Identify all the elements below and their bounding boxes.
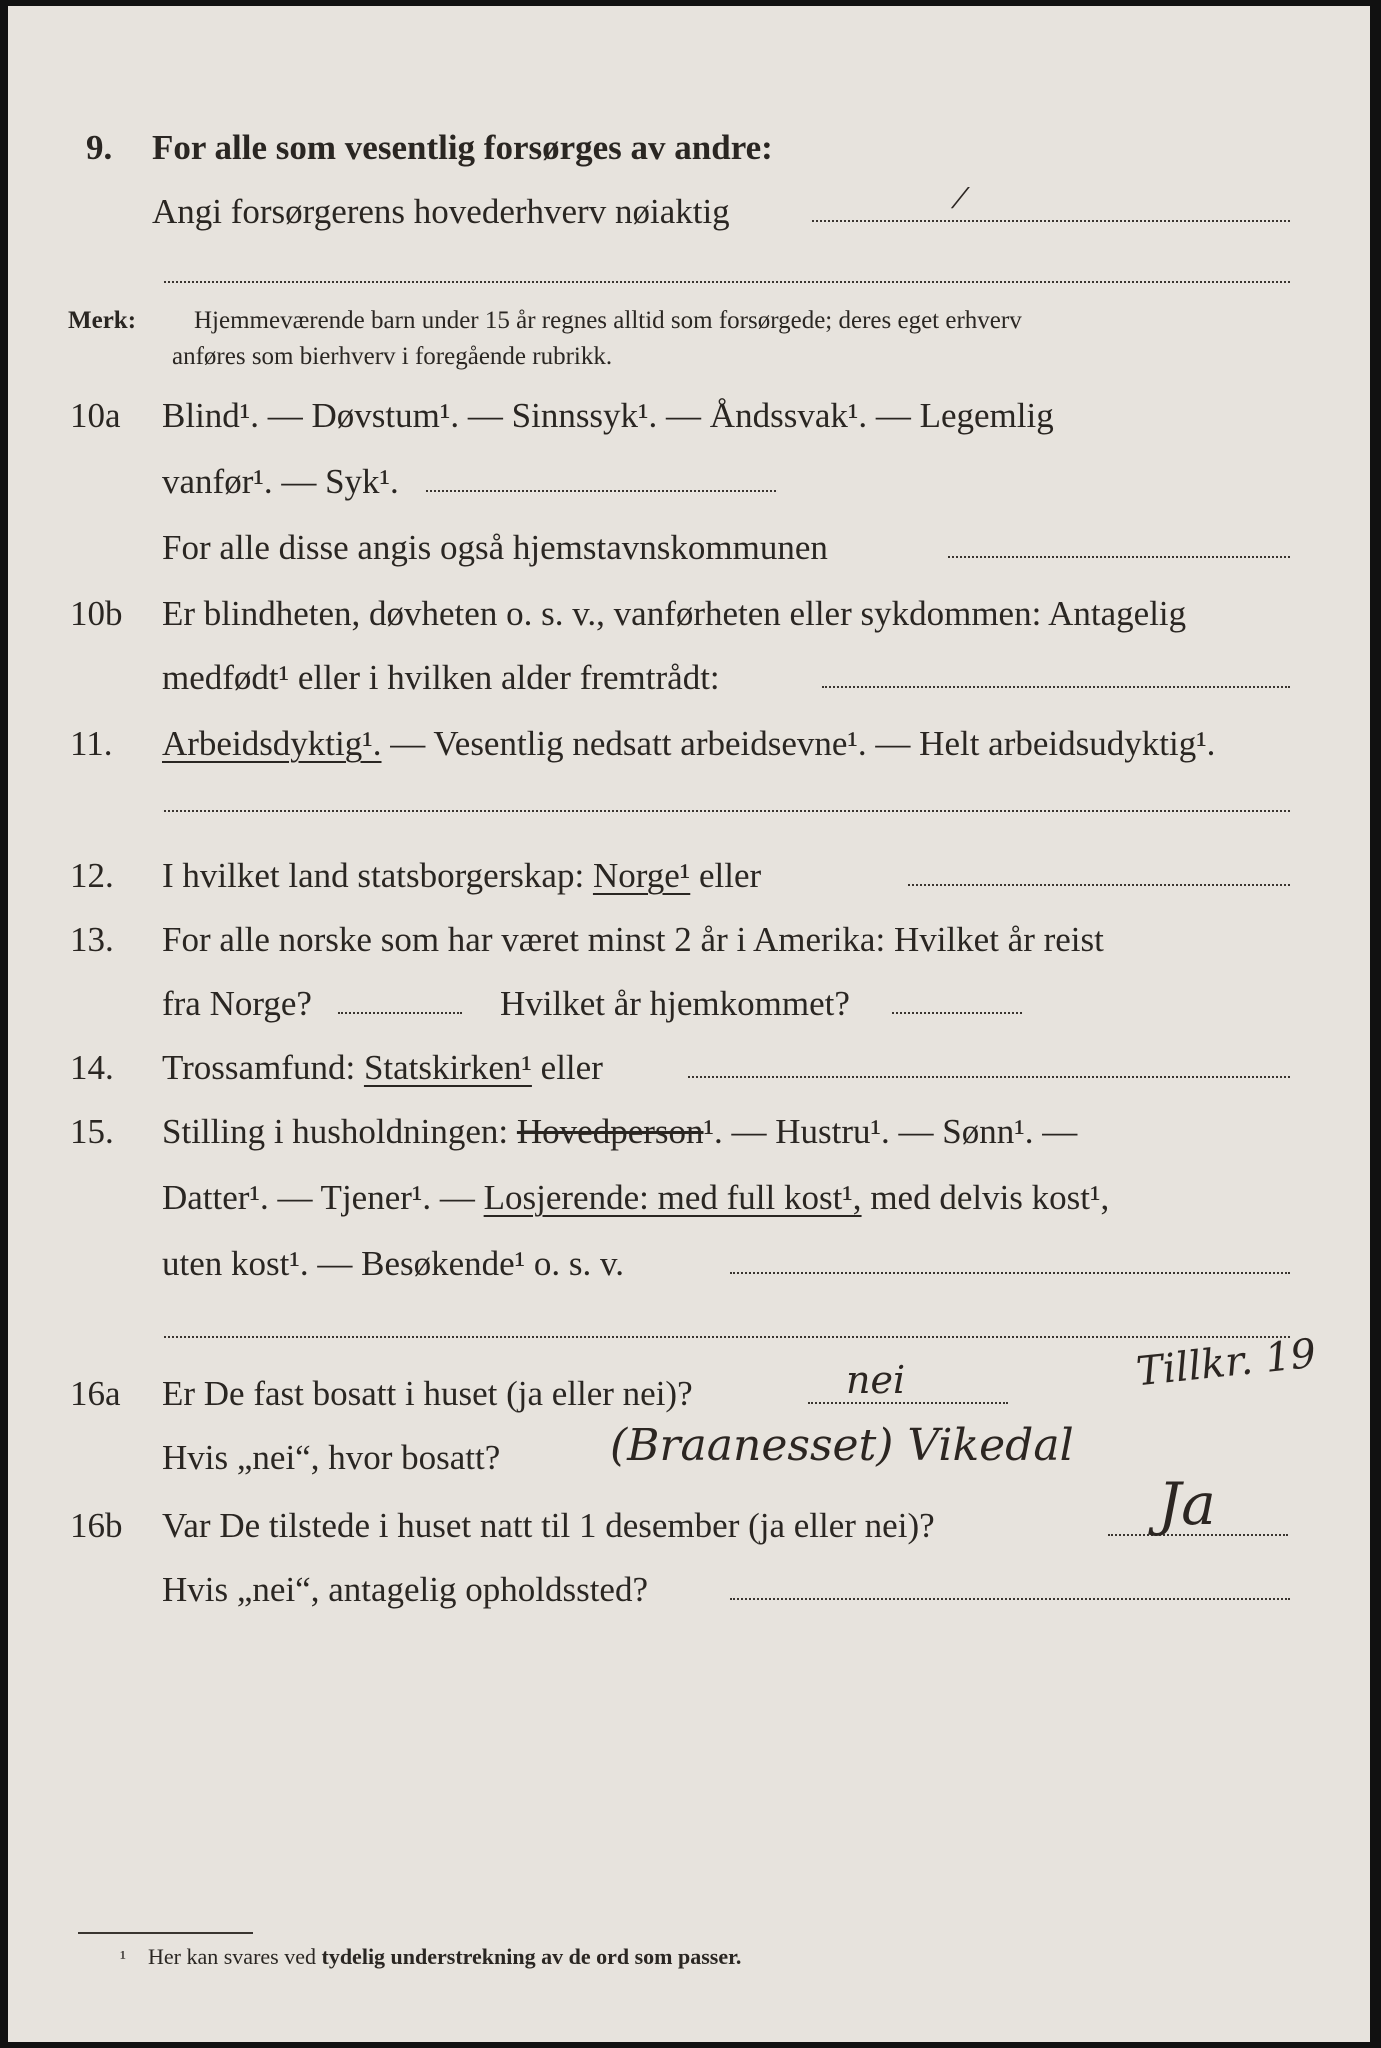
q14-prompt: Trossamfund: Statskirken¹ eller — [162, 1048, 603, 1087]
q16b-where-line — [730, 1598, 1290, 1600]
footnote-divider — [78, 1932, 253, 1934]
q9-number: 9. — [86, 128, 113, 167]
q15-struck-option: Hovedperson — [516, 1112, 704, 1151]
q10b-answer-line — [822, 686, 1290, 688]
q16b-prompt: Var De tilstede i huset natt til 1 desember (ja eller nei)? — [162, 1506, 935, 1545]
q11-selected-option: Arbeidsdyktig¹. — [162, 724, 382, 763]
note-line-2: anføres som bierhverv i foregående rubrikk. — [172, 343, 613, 370]
q13-line-1: For alle norske som har været minst 2 år i Amerika: Hvilket år reist — [162, 920, 1104, 959]
q10a-home-prompt: For alle disse angis også hjemstavnskommunen — [162, 528, 828, 567]
q16a-answer: nei — [846, 1358, 906, 1402]
q12-number: 12. — [70, 856, 114, 895]
q15-answer-line-2 — [164, 1336, 1290, 1338]
q14-selected-option: Statskirken¹ — [363, 1048, 532, 1087]
q9-answer-line-2 — [164, 281, 1290, 283]
q10a-options-2: vanfør¹. — Syk¹. — [162, 462, 399, 501]
annotation-tillkr: Tillkr. 19 — [1134, 1330, 1319, 1396]
note-line-1: Hjemmeværende barn under 15 år regnes alltid som forsørgede; deres eget erhverv — [194, 307, 1022, 334]
q10a-home-line — [948, 556, 1290, 558]
footnote-text: Her kan svares ved tydelig understrekning av de ord som passer. — [148, 1944, 742, 1969]
q16a-answer-line — [808, 1402, 1008, 1404]
q16a-number: 16a — [70, 1374, 121, 1413]
q11-number: 11. — [70, 724, 113, 763]
q11-remaining-options: — Vesentlig nedsatt arbeidsevne¹. — Helt arbeidsudyktig¹. — [381, 724, 1216, 763]
q10a-options-1: Blind¹. — Døvstum¹. — Sinnssyk¹. — Åndssvak¹. — Legemlig — [162, 396, 1054, 435]
q9-answer-line — [812, 220, 1290, 222]
q10a-number: 10a — [70, 396, 121, 435]
q16b-answer: Ja — [1158, 1470, 1216, 1538]
q13-left-prompt: fra Norge? — [162, 984, 312, 1023]
q14-number: 14. — [70, 1048, 114, 1087]
q12-answer-line — [908, 884, 1290, 886]
q15-answer-line — [730, 1272, 1290, 1274]
q12-selected-option: Norge¹ — [592, 856, 691, 895]
q15-line-2: Datter¹. — Tjener¹. — Losjerende: med full kost¹, med delvis kost¹, — [162, 1178, 1110, 1217]
q16a-where-answer: (Braanesset) Vikedal — [610, 1420, 1074, 1471]
q13-left-line — [338, 1012, 462, 1014]
q12-prompt: I hvilket land statsborgerskap: Norge¹ eller — [162, 856, 762, 895]
q16a-where-prompt: Hvis „nei“, hvor bosatt? — [162, 1438, 501, 1477]
q10b-number: 10b — [70, 594, 123, 633]
q11-options — [162, 726, 1215, 761]
q13-right-line — [892, 1012, 1022, 1014]
q9-title: For alle som vesentlig forsørges av andre: — [152, 128, 773, 167]
q9-answer-mark: ⁄ — [958, 182, 963, 215]
q13-right-prompt: Hvilket år hjemkommet? — [500, 984, 850, 1023]
q10a-answer-line — [426, 490, 776, 492]
q15-number: 15. — [70, 1112, 114, 1151]
q11-answer-line — [164, 810, 1290, 812]
q16b-where-prompt: Hvis „nei“, antagelig opholdssted? — [162, 1570, 648, 1609]
q13-number: 13. — [70, 920, 114, 959]
q15-line-3: uten kost¹. — Besøkende¹ o. s. v. — [162, 1244, 625, 1283]
q15-selected-option: Losjerende: med full kost¹, — [483, 1178, 862, 1217]
note-label: Merk: — [68, 307, 137, 334]
q9-prompt: Angi forsørgerens hovederhverv nøiaktig — [152, 192, 730, 231]
q16a-prompt: Er De fast bosatt i huset (ja eller nei)? — [162, 1374, 693, 1413]
q14-answer-line — [688, 1076, 1290, 1078]
q15-line-1: Stilling i husholdningen: Hovedperson¹. — Hustru¹. — Sønn¹. — — [162, 1112, 1078, 1151]
census-form-page — [8, 6, 1370, 2042]
footnote-marker: ¹ — [120, 1947, 126, 1969]
q10b-line-2: medfødt¹ eller i hvilken alder fremtrådt: — [162, 658, 720, 697]
q16b-number: 16b — [70, 1506, 123, 1545]
q10b-line-1: Er blindheten, døvheten o. s. v., vanførheten eller sykdommen: Antagelig — [162, 594, 1187, 633]
